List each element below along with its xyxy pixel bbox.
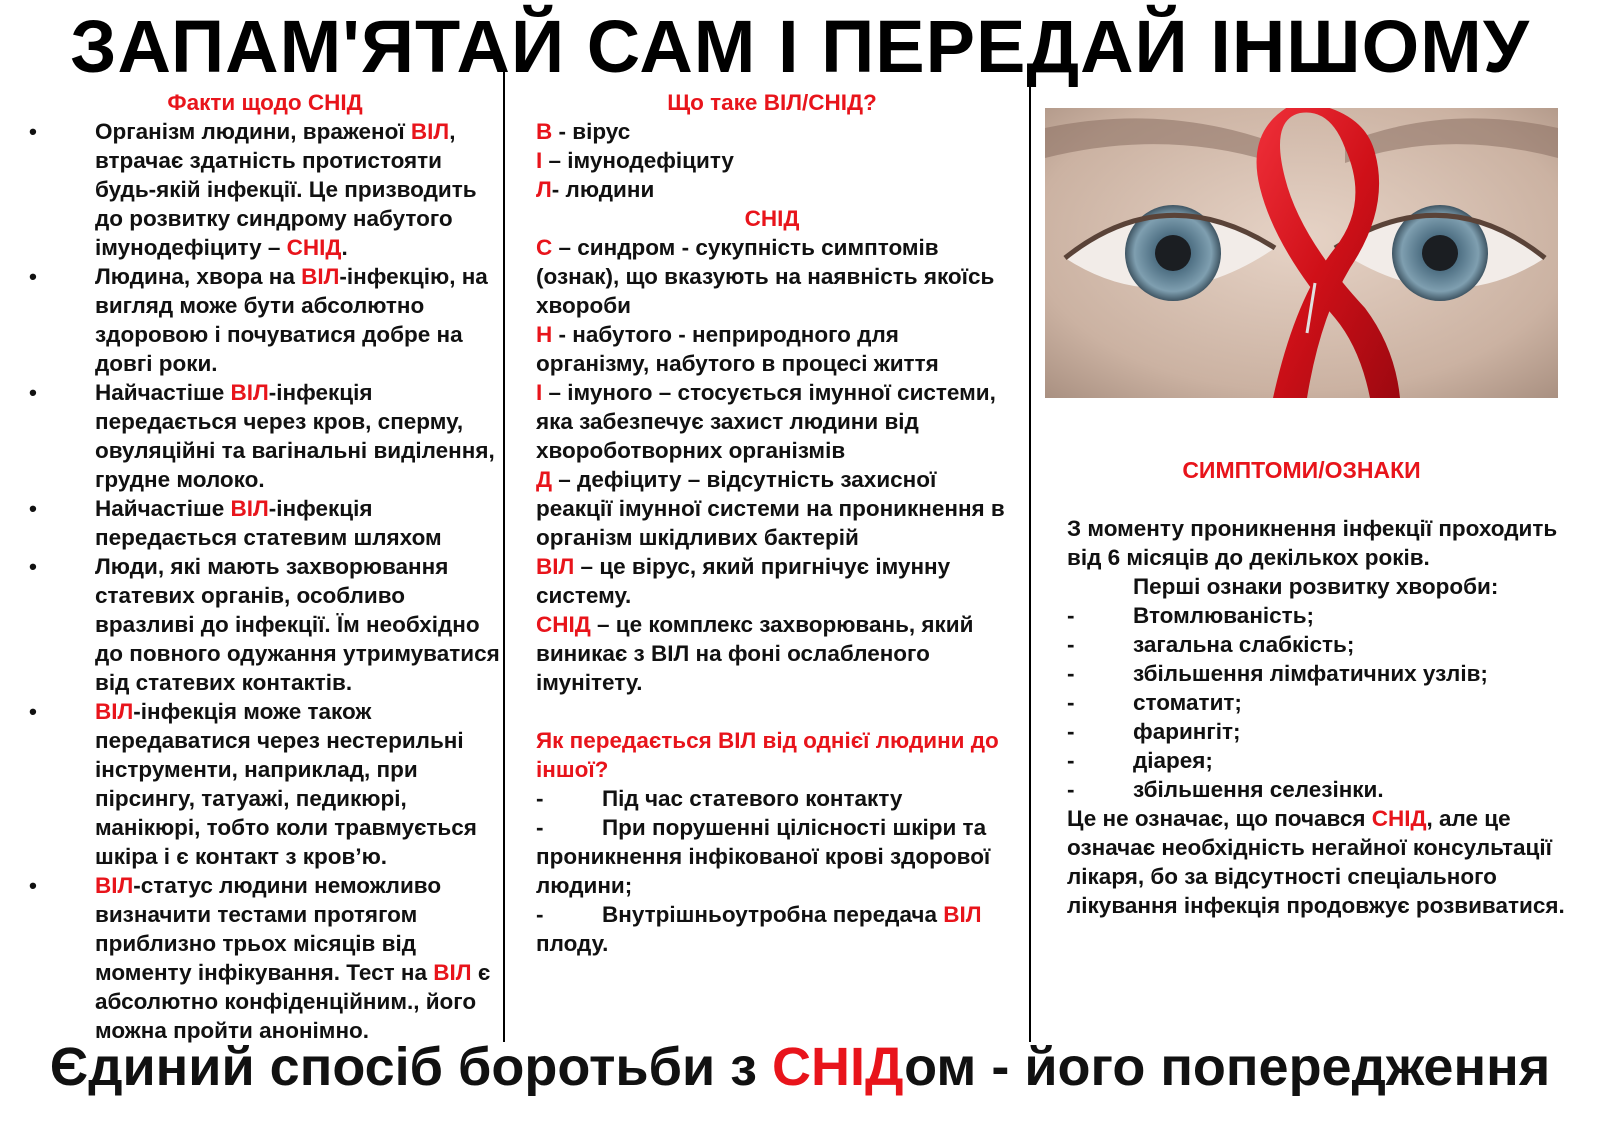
symptom-item xyxy=(1067,717,1577,746)
facts-column xyxy=(29,88,501,1045)
transmission-highlight: ВІЛ xyxy=(943,902,982,927)
symptom-text: фарингіт; xyxy=(1133,719,1241,744)
symptom-dash: - xyxy=(1067,777,1075,802)
bullet-mark: • xyxy=(29,699,37,724)
page-title: ЗАПАМ'ЯТАЙ САМ І ПЕРЕДАЙ ІНШОМУ xyxy=(70,5,1530,88)
symptoms-note xyxy=(1067,804,1577,920)
column-divider-right xyxy=(1029,72,1031,1042)
fact-item xyxy=(29,697,501,871)
snid-letter-row xyxy=(536,552,1008,610)
fact-item xyxy=(29,871,501,1045)
definition-letter: С xyxy=(536,235,553,260)
fact-segment: Людина, хвора на xyxy=(95,264,302,289)
symptom-text: Втомлюваність; xyxy=(1133,603,1315,628)
definition-text: – синдром - сукупність симптомів (ознак), що вказують на наявність якоїсь хвороби xyxy=(536,235,995,318)
definition-letter: СНІД xyxy=(536,612,591,637)
definition-letter: Л xyxy=(536,177,552,202)
fact-item xyxy=(29,117,501,262)
symptoms-column xyxy=(1067,514,1577,920)
symptom-dash: - xyxy=(1067,661,1075,686)
bullet-mark: • xyxy=(29,380,37,405)
vil-letter-row xyxy=(536,117,1008,146)
vil-letter-row xyxy=(536,175,1008,204)
fact-item xyxy=(29,494,501,552)
symptom-item xyxy=(1067,659,1577,688)
definition-text: – імунодефіциту xyxy=(542,148,734,173)
first-signs-label: Перші ознаки розвитку хвороби: xyxy=(1133,574,1499,599)
symptom-item xyxy=(1067,746,1577,775)
note-text: Це не означає, що почався xyxy=(1067,806,1372,831)
snid-letter-row xyxy=(536,320,1008,378)
fact-item xyxy=(29,378,501,494)
eyes-ribbon-illustration xyxy=(1045,108,1558,398)
symptom-text: загальна слабкість; xyxy=(1133,632,1355,657)
transmission-item xyxy=(536,813,1008,900)
symptom-dash: - xyxy=(1067,603,1075,628)
definition-text: - вірус xyxy=(552,119,631,144)
fact-text xyxy=(95,552,501,697)
fact-text xyxy=(95,494,501,552)
symptom-dash: - xyxy=(1067,632,1075,657)
symptom-item xyxy=(1067,630,1577,659)
snid-letter-row xyxy=(536,465,1008,552)
transmission-dash: - xyxy=(536,786,544,811)
transmission-dash: - xyxy=(536,815,544,840)
symptom-text: збільшення селезінки. xyxy=(1133,777,1384,802)
bullet-mark: • xyxy=(29,873,37,898)
fact-segment: , втрачає здатність протистояти будь-якій інфекції. Це призводить до розвитку синдрому набутого імунодефіциту – xyxy=(95,119,477,260)
definition-letter: І xyxy=(536,380,543,405)
symptoms-intro: З моменту проникнення інфекції проходить від 6 місяців до декількох років. xyxy=(1067,516,1558,570)
footer-text: Єдиний спосіб боротьби з xyxy=(49,1037,773,1097)
fact-segment: -інфекція передається статевим шляхом xyxy=(95,496,442,550)
eyes-red-ribbon-image xyxy=(1045,108,1558,398)
fact-text xyxy=(95,262,501,378)
transmission-item xyxy=(536,784,1008,813)
symptom-item xyxy=(1067,601,1577,630)
symptoms-list xyxy=(1067,601,1577,804)
whatis-column xyxy=(536,88,1008,958)
fact-segment: -інфекція може також передаватися через нестерильні інструменти, наприклад, при пірсингу, татуажі, педикюрі, манікюрі, тобто коли травмується шкіра і є контакт з кров’ю. xyxy=(95,699,477,869)
fact-segment: -статус людини неможливо визначити тестами протягом приблизно трьох місяців від моменту інфікування. Тест на xyxy=(95,873,442,985)
definition-letter: В xyxy=(536,119,553,144)
definition-text: – дефіциту – відсутність захисної реакції імунної системи на проникнення в організм шкідливих бактерій xyxy=(536,467,1005,550)
column-divider-left xyxy=(503,72,505,1042)
fact-segment: Люди, які мають захворювання статевих органів, особливо вразливі до інфекції. Їм необхідно до повного одужання утримуватися від статевих контактів. xyxy=(95,554,500,695)
fact-segment: -інфекцію, на вигляд може бути абсолютно здоровою і почуватися добре на довгі роки. xyxy=(95,264,488,376)
transmission-text: Внутрішньоутробна передача xyxy=(602,902,944,927)
fact-segment: Найчастіше xyxy=(95,380,231,405)
fact-text xyxy=(95,697,501,871)
fact-highlight: ВІЛ xyxy=(95,873,134,898)
fact-item xyxy=(29,262,501,378)
definition-text: - набутого - неприродного для організму, набутого в процесі життя xyxy=(536,322,939,376)
fact-highlight: ВІЛ xyxy=(301,264,340,289)
fact-segment: -інфекція передається через кров, сперму, овуляційні та вагінальні виділення, грудне молоко. xyxy=(95,380,495,492)
definition-letter: ВІЛ xyxy=(536,554,575,579)
footer-red-text: СНІД xyxy=(772,1037,905,1097)
fact-highlight: ВІЛ xyxy=(410,119,450,144)
fact-segment: є абсолютно конфіденційним., його можна пройти анонімно. xyxy=(95,960,491,1043)
transmission-text: При порушенні цілісності шкіри та проникнення інфікованої крові здорової людини; xyxy=(536,815,991,898)
whatis-heading: Що таке ВІЛ/СНІД? xyxy=(667,90,877,115)
transmission-list xyxy=(536,784,1008,958)
definition-text: – імуного – стосується імунної системи, яка забезпечує захист людини від хвороботворних організмів xyxy=(536,380,996,463)
fact-segment: Найчастіше xyxy=(95,496,231,521)
facts-list xyxy=(29,117,501,1045)
symptom-dash: - xyxy=(1067,690,1075,715)
fact-highlight: ВІЛ xyxy=(95,699,134,724)
fact-highlight: ВІЛ xyxy=(433,960,472,985)
fact-segment: Організм людини, враженої xyxy=(95,119,411,144)
transmission-dash: - xyxy=(536,902,544,927)
bullet-mark: • xyxy=(29,264,37,289)
transmission-text-end: плоду. xyxy=(536,931,609,956)
bullet-mark: • xyxy=(29,119,37,144)
symptoms-heading: СИМПТОМИ/ОЗНАКИ xyxy=(1182,457,1421,483)
definition-letter: Н xyxy=(536,322,553,347)
transmission-heading: Як передається ВІЛ від однієї людини до іншої? xyxy=(536,728,999,782)
definition-text: – це комплекс захворювань, який виникає з ВІЛ на фоні ослабленого імунітету. xyxy=(536,612,974,695)
fact-text xyxy=(95,871,501,1045)
fact-segment: . xyxy=(341,235,348,260)
definition-letter: І xyxy=(536,148,543,173)
snid-letter-row xyxy=(536,378,1008,465)
fact-text xyxy=(95,378,501,494)
note-text-end: , але це означає необхідність негайної консультації лікаря, бо за відсутності спеціального лікування інфекція продовжує розвиватися. xyxy=(1067,806,1565,918)
definition-letter: Д xyxy=(536,467,553,492)
symptom-text: діарея; xyxy=(1133,748,1213,773)
symptom-text: збільшення лімфатичних узлів; xyxy=(1133,661,1488,686)
note-red-text: СНІД xyxy=(1371,806,1427,831)
vil-definition xyxy=(536,117,1008,204)
bullet-mark: • xyxy=(29,496,37,521)
symptom-item xyxy=(1067,775,1577,804)
facts-heading: Факти щодо СНІД xyxy=(167,90,363,115)
fact-highlight: СНІД xyxy=(286,235,342,260)
definition-text: - людини xyxy=(551,177,655,202)
fact-highlight: ВІЛ xyxy=(230,380,269,405)
symptom-text: стоматит; xyxy=(1133,690,1242,715)
fact-text xyxy=(95,117,501,262)
snid-heading: СНІД xyxy=(744,206,800,231)
footer-text-end: ом - його попередження xyxy=(904,1037,1551,1097)
symptom-item xyxy=(1067,688,1577,717)
fact-highlight: ВІЛ xyxy=(230,496,269,521)
snid-letter-row xyxy=(536,233,1008,320)
symptom-dash: - xyxy=(1067,719,1075,744)
symptom-dash: - xyxy=(1067,748,1075,773)
bullet-mark: • xyxy=(29,554,37,579)
definition-text: – це вірус, який пригнічує імунну систему. xyxy=(536,554,951,608)
footer-slogan xyxy=(0,1032,1600,1102)
fact-item xyxy=(29,552,501,697)
vil-letter-row xyxy=(536,146,1008,175)
snid-letter-row xyxy=(536,610,1008,697)
transmission-text: Під час статевого контакту xyxy=(602,786,903,811)
snid-definition xyxy=(536,233,1008,697)
transmission-item xyxy=(536,900,1008,958)
